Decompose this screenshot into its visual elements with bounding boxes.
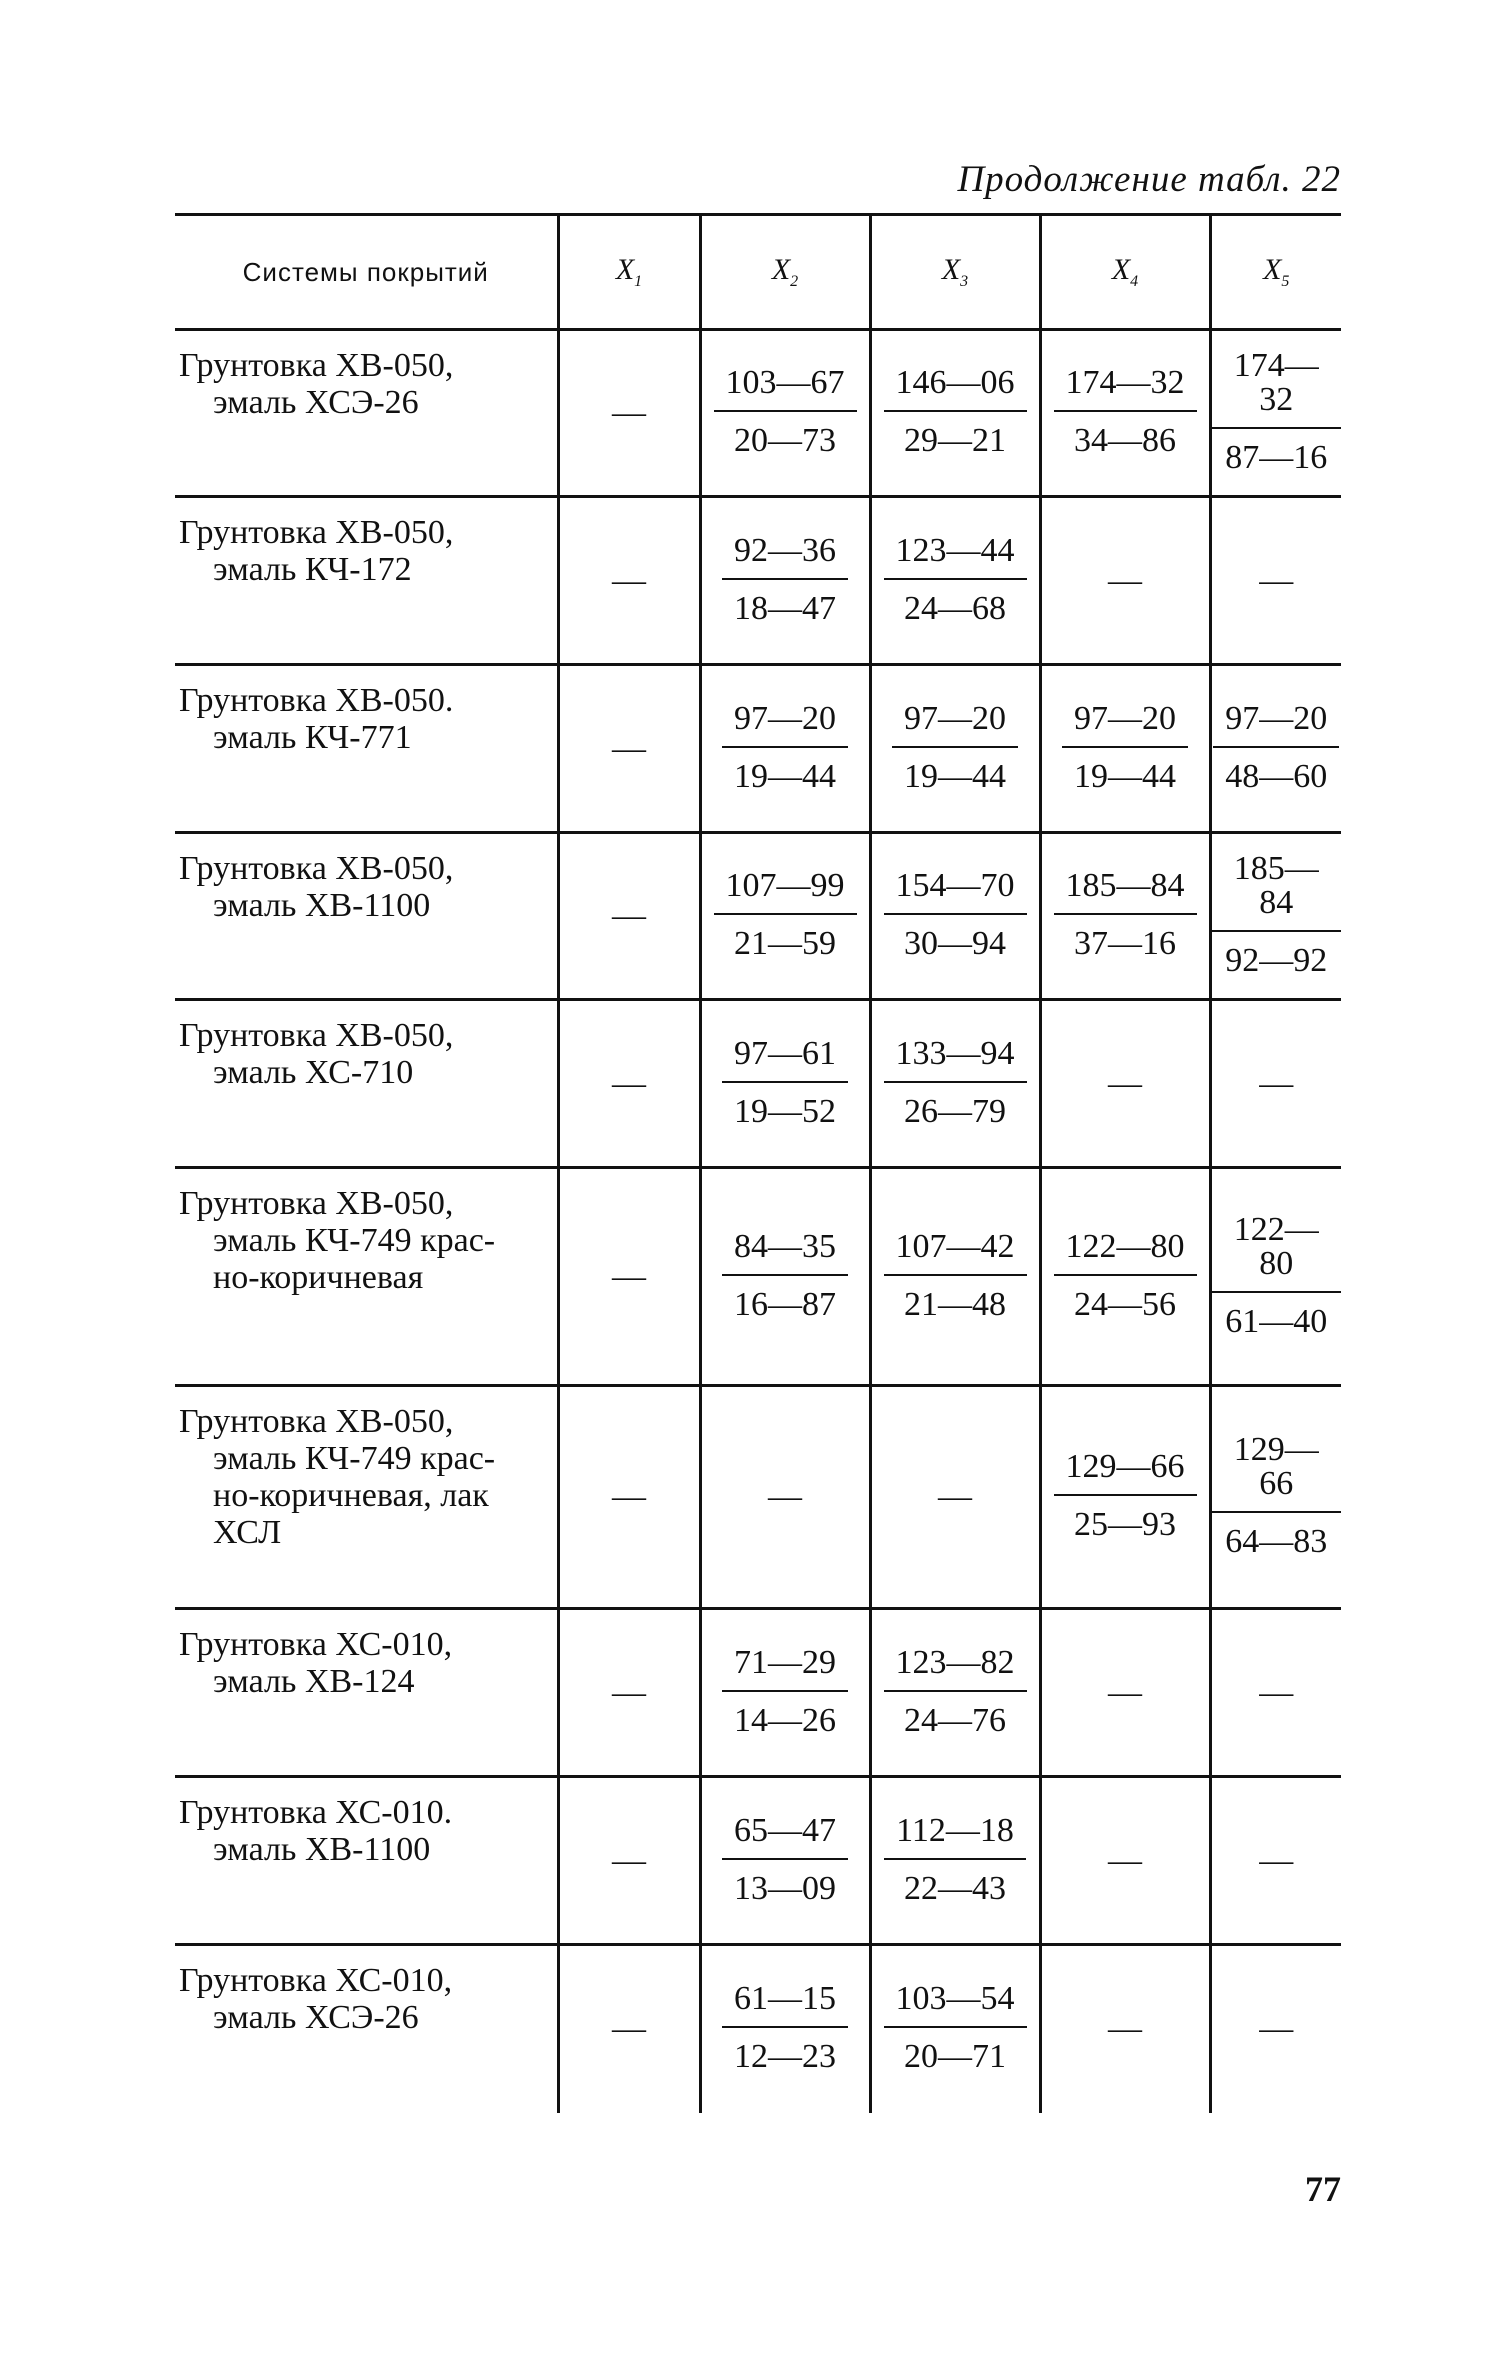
fraction-numerator: 133—94 bbox=[884, 1037, 1027, 1083]
header-x1-main: X bbox=[615, 253, 635, 286]
fraction bbox=[1212, 1433, 1342, 1559]
header-x3 bbox=[870, 215, 1040, 330]
fraction bbox=[884, 1643, 1027, 1739]
fraction-numerator: 97—20 bbox=[1062, 702, 1188, 748]
fraction bbox=[884, 366, 1027, 458]
empty-value-dash: — bbox=[768, 1478, 802, 1515]
fraction-numerator: 174—32 bbox=[1054, 366, 1197, 412]
value-cell-x5 bbox=[1210, 1609, 1341, 1777]
table-caption: Продолжение табл. 22 bbox=[957, 159, 1341, 200]
empty-value-dash: — bbox=[1259, 1841, 1294, 1879]
fraction-denominator: 20—71 bbox=[904, 2038, 1006, 2076]
empty-value-dash: — bbox=[1259, 2010, 1294, 2048]
table-row bbox=[175, 497, 1341, 665]
value-cell-x1 bbox=[558, 497, 700, 665]
fraction-denominator: 24—68 bbox=[904, 589, 1006, 627]
fraction-denominator: 24—76 bbox=[904, 1701, 1006, 1739]
coating-systems-table bbox=[175, 213, 1341, 2113]
fraction bbox=[1054, 869, 1197, 961]
value-cell-x5 bbox=[1210, 1000, 1341, 1168]
value-cell-x1 bbox=[558, 1386, 700, 1609]
value-cell-x4 bbox=[1040, 665, 1210, 833]
fraction bbox=[884, 1227, 1027, 1323]
fraction bbox=[884, 1034, 1027, 1130]
coating-system-line: эмаль ХВ-1100 bbox=[213, 887, 431, 924]
fraction-denominator: 16—87 bbox=[734, 1285, 836, 1323]
fraction-numerator: 97—20 bbox=[722, 702, 848, 748]
fraction-denominator: 64—83 bbox=[1225, 1523, 1328, 1560]
coating-system-line: Грунтовка ХВ-050, bbox=[179, 1403, 454, 1440]
fraction bbox=[1212, 852, 1342, 978]
fraction-numerator: 61—15 bbox=[722, 1982, 848, 2028]
fraction-denominator: 92—92 bbox=[1225, 942, 1328, 979]
page-number: 77 bbox=[1305, 2169, 1341, 2209]
fraction bbox=[722, 1982, 848, 2074]
coating-system-line: эмаль ХВ-124 bbox=[213, 1663, 415, 1700]
fraction-numerator: 122—80 bbox=[1212, 1213, 1342, 1293]
value-cell-x5 bbox=[1210, 497, 1341, 665]
value-cell-x5 bbox=[1210, 1386, 1341, 1609]
fraction-denominator: 21—48 bbox=[904, 1285, 1006, 1323]
fraction-numerator: 92—36 bbox=[722, 534, 848, 580]
fraction-numerator: 103—67 bbox=[714, 366, 857, 412]
fraction-numerator: 97—61 bbox=[722, 1037, 848, 1083]
fraction-denominator: 34—86 bbox=[1074, 422, 1176, 459]
coating-system-cell bbox=[175, 497, 558, 665]
coating-system-line: эмаль ХСЭ-26 bbox=[213, 384, 419, 421]
table-row bbox=[175, 665, 1341, 833]
fraction-denominator: 19—52 bbox=[734, 1092, 836, 1130]
header-x2 bbox=[700, 215, 870, 330]
empty-value-dash: — bbox=[1259, 561, 1294, 599]
value-cell-x1 bbox=[558, 1168, 700, 1386]
empty-value-dash: — bbox=[612, 561, 646, 599]
empty-value-dash: — bbox=[612, 1478, 646, 1515]
coating-system-line: Грунтовка ХВ-050, bbox=[179, 514, 454, 551]
header-x5-main: X bbox=[1263, 253, 1282, 286]
header-x5-sub: 5 bbox=[1281, 273, 1290, 290]
empty-value-dash: — bbox=[612, 1064, 646, 1102]
coating-system-line: Грунтовка ХВ-050, bbox=[179, 1017, 454, 1054]
value-cell-x4 bbox=[1040, 833, 1210, 1000]
value-cell-x4 bbox=[1040, 330, 1210, 497]
fraction-numerator: 84—35 bbox=[722, 1230, 848, 1276]
value-cell-x3 bbox=[870, 1168, 1040, 1386]
fraction-numerator: 154—70 bbox=[884, 869, 1027, 915]
header-x2-main: X bbox=[771, 253, 791, 286]
value-cell-x1 bbox=[558, 1945, 700, 2113]
coating-system-line: Грунтовка ХВ-050, bbox=[179, 1185, 454, 1222]
header-x4-main: X bbox=[1111, 253, 1131, 286]
fraction bbox=[1054, 1227, 1197, 1323]
value-cell-x3 bbox=[870, 497, 1040, 665]
value-cell-x2 bbox=[700, 1000, 870, 1168]
fraction bbox=[722, 1227, 848, 1323]
empty-value-dash: — bbox=[612, 1257, 646, 1295]
value-cell-x4 bbox=[1040, 1386, 1210, 1609]
fraction bbox=[714, 366, 857, 458]
value-cell-x1 bbox=[558, 330, 700, 497]
coating-system-cell bbox=[175, 833, 558, 1000]
fraction-numerator: 107—99 bbox=[714, 869, 857, 915]
coating-system-line: Грунтовка ХВ-050, bbox=[179, 850, 454, 887]
value-cell-x2 bbox=[700, 833, 870, 1000]
fraction-denominator: 12—23 bbox=[734, 2038, 836, 2076]
fraction-denominator: 21—59 bbox=[734, 925, 836, 962]
fraction-denominator: 20—73 bbox=[734, 422, 836, 459]
fraction-denominator: 87—16 bbox=[1225, 439, 1328, 476]
value-cell-x5 bbox=[1210, 1945, 1341, 2113]
fraction-denominator: 22—43 bbox=[904, 1869, 1006, 1907]
empty-value-dash: — bbox=[1259, 1673, 1294, 1711]
fraction-denominator: 25—93 bbox=[1074, 1506, 1176, 1543]
fraction bbox=[892, 699, 1018, 795]
value-cell-x3 bbox=[870, 1386, 1040, 1609]
coating-system-line: но-коричневая bbox=[213, 1259, 424, 1296]
fraction bbox=[884, 531, 1027, 627]
fraction bbox=[1212, 349, 1342, 475]
value-cell-x5 bbox=[1210, 833, 1341, 1000]
value-cell-x1 bbox=[558, 833, 700, 1000]
fraction-numerator: 103—54 bbox=[884, 1982, 1027, 2028]
fraction bbox=[884, 869, 1027, 961]
empty-value-dash: — bbox=[1108, 1841, 1142, 1879]
value-cell-x2 bbox=[700, 330, 870, 497]
fraction-denominator: 48—60 bbox=[1225, 757, 1328, 795]
value-cell-x2 bbox=[700, 1945, 870, 2113]
value-cell-x4 bbox=[1040, 497, 1210, 665]
value-cell-x3 bbox=[870, 1609, 1040, 1777]
fraction bbox=[722, 699, 848, 795]
fraction bbox=[1062, 699, 1188, 795]
empty-value-dash: — bbox=[612, 1673, 646, 1711]
table-header-row bbox=[175, 215, 1341, 330]
empty-value-dash: — bbox=[1108, 1064, 1142, 1102]
coating-system-cell bbox=[175, 665, 558, 833]
value-cell-x4 bbox=[1040, 1945, 1210, 2113]
value-cell-x1 bbox=[558, 665, 700, 833]
empty-value-dash: — bbox=[612, 2010, 646, 2048]
value-cell-x1 bbox=[558, 1609, 700, 1777]
fraction-numerator: 185—84 bbox=[1212, 852, 1342, 932]
fraction-numerator: 107—42 bbox=[884, 1230, 1027, 1276]
value-cell-x2 bbox=[700, 1168, 870, 1386]
table-row bbox=[175, 1609, 1341, 1777]
empty-value-dash: — bbox=[1259, 1064, 1294, 1102]
fraction-numerator: 123—44 bbox=[884, 534, 1027, 580]
coating-system-line: Грунтовка ХВ-050. bbox=[179, 682, 454, 719]
table-row bbox=[175, 833, 1341, 1000]
table-row bbox=[175, 1777, 1341, 1945]
value-cell-x4 bbox=[1040, 1609, 1210, 1777]
header-x2-sub: 2 bbox=[790, 273, 799, 290]
coating-system-line: эмаль ХВ-1100 bbox=[213, 1831, 431, 1868]
coating-system-line: эмаль ХСЭ-26 bbox=[213, 1999, 419, 2036]
fraction-numerator: 146—06 bbox=[884, 366, 1027, 412]
header-x4 bbox=[1040, 215, 1210, 330]
fraction-denominator: 19—44 bbox=[734, 757, 836, 795]
empty-value-dash: — bbox=[1108, 1673, 1142, 1711]
coating-system-cell bbox=[175, 330, 558, 497]
header-x1 bbox=[558, 215, 700, 330]
value-cell-x2 bbox=[700, 497, 870, 665]
fraction-denominator: 13—09 bbox=[734, 1869, 836, 1907]
coating-system-line: Грунтовка ХС-010, bbox=[179, 1962, 453, 1999]
fraction-numerator: 122—80 bbox=[1054, 1230, 1197, 1276]
fraction bbox=[1054, 366, 1197, 458]
value-cell-x3 bbox=[870, 1000, 1040, 1168]
coating-system-line: эмаль КЧ-172 bbox=[213, 551, 412, 588]
fraction-numerator: 129—66 bbox=[1054, 1450, 1197, 1496]
empty-value-dash: — bbox=[938, 1478, 972, 1515]
fraction bbox=[722, 1643, 848, 1739]
coating-system-line: Грунтовка ХС-010, bbox=[179, 1626, 453, 1663]
fraction-denominator: 18—47 bbox=[734, 589, 836, 627]
fraction-denominator: 61—40 bbox=[1225, 1302, 1328, 1340]
value-cell-x3 bbox=[870, 833, 1040, 1000]
fraction bbox=[722, 1811, 848, 1907]
table-row bbox=[175, 1168, 1341, 1386]
fraction bbox=[714, 869, 857, 961]
coating-system-line: Грунтовка ХС-010. bbox=[179, 1794, 453, 1831]
fraction-denominator: 26—79 bbox=[904, 1092, 1006, 1130]
coating-system-line: эмаль КЧ-749 крас- bbox=[213, 1222, 496, 1259]
value-cell-x5 bbox=[1210, 665, 1341, 833]
value-cell-x3 bbox=[870, 665, 1040, 833]
coating-system-line: эмаль ХС-710 bbox=[213, 1054, 414, 1091]
fraction-numerator: 112—18 bbox=[884, 1814, 1026, 1860]
coating-system-cell bbox=[175, 1609, 558, 1777]
fraction-denominator: 19—44 bbox=[1074, 757, 1176, 795]
fraction bbox=[1212, 1210, 1342, 1340]
coating-system-line: эмаль КЧ-771 bbox=[213, 719, 412, 756]
fraction bbox=[1213, 699, 1339, 795]
table-row bbox=[175, 1386, 1341, 1609]
value-cell-x5 bbox=[1210, 330, 1341, 497]
empty-value-dash: — bbox=[612, 1841, 646, 1879]
header-x3-main: X bbox=[941, 253, 961, 286]
fraction-numerator: 174—32 bbox=[1212, 349, 1342, 429]
value-cell-x1 bbox=[558, 1777, 700, 1945]
coating-system-line: эмаль КЧ-749 крас- bbox=[213, 1440, 496, 1477]
coating-system-cell bbox=[175, 1168, 558, 1386]
table-row bbox=[175, 330, 1341, 497]
table-row bbox=[175, 1945, 1341, 2113]
fraction-numerator: 97—20 bbox=[892, 702, 1018, 748]
value-cell-x5 bbox=[1210, 1168, 1341, 1386]
coating-system-cell bbox=[175, 1945, 558, 2113]
empty-value-dash: — bbox=[612, 394, 646, 431]
coating-system-line: Грунтовка ХВ-050, bbox=[179, 347, 454, 384]
fraction-denominator: 37—16 bbox=[1074, 925, 1176, 962]
fraction-numerator: 123—82 bbox=[884, 1646, 1027, 1692]
fraction bbox=[722, 1034, 848, 1130]
value-cell-x2 bbox=[700, 665, 870, 833]
header-x5 bbox=[1210, 215, 1341, 330]
fraction bbox=[1054, 1450, 1197, 1542]
header-systems: Системы покрытий bbox=[175, 215, 558, 330]
empty-value-dash: — bbox=[1108, 2010, 1142, 2048]
coating-system-line: ХСЛ bbox=[213, 1514, 282, 1551]
table-body bbox=[175, 330, 1341, 2113]
value-cell-x1 bbox=[558, 1000, 700, 1168]
table-row bbox=[175, 1000, 1341, 1168]
empty-value-dash: — bbox=[1108, 561, 1142, 599]
value-cell-x4 bbox=[1040, 1000, 1210, 1168]
fraction-numerator: 71—29 bbox=[722, 1646, 848, 1692]
empty-value-dash: — bbox=[612, 729, 646, 767]
value-cell-x2 bbox=[700, 1609, 870, 1777]
fraction bbox=[722, 531, 848, 627]
fraction-numerator: 97—20 bbox=[1213, 702, 1339, 748]
fraction-denominator: 30—94 bbox=[904, 925, 1006, 962]
value-cell-x4 bbox=[1040, 1777, 1210, 1945]
value-cell-x2 bbox=[700, 1386, 870, 1609]
header-x3-sub: 3 bbox=[960, 273, 969, 290]
value-cell-x3 bbox=[870, 330, 1040, 497]
coating-system-line: но-коричневая, лак bbox=[213, 1477, 489, 1514]
value-cell-x3 bbox=[870, 1945, 1040, 2113]
fraction-denominator: 29—21 bbox=[904, 422, 1006, 459]
fraction-denominator: 19—44 bbox=[904, 757, 1006, 795]
header-x1-sub: 1 bbox=[634, 273, 643, 290]
fraction-numerator: 129—66 bbox=[1212, 1433, 1342, 1513]
fraction-denominator: 14—26 bbox=[734, 1701, 836, 1739]
value-cell-x4 bbox=[1040, 1168, 1210, 1386]
coating-system-cell bbox=[175, 1000, 558, 1168]
value-cell-x5 bbox=[1210, 1777, 1341, 1945]
fraction-numerator: 65—47 bbox=[722, 1814, 848, 1860]
fraction-denominator: 24—56 bbox=[1074, 1285, 1176, 1323]
coating-system-cell bbox=[175, 1777, 558, 1945]
fraction bbox=[884, 1982, 1027, 2074]
coating-system-cell bbox=[175, 1386, 558, 1609]
fraction-numerator: 185—84 bbox=[1054, 869, 1197, 915]
value-cell-x3 bbox=[870, 1777, 1040, 1945]
value-cell-x2 bbox=[700, 1777, 870, 1945]
fraction bbox=[884, 1811, 1026, 1907]
empty-value-dash: — bbox=[612, 897, 646, 934]
header-x4-sub: 4 bbox=[1130, 273, 1139, 290]
